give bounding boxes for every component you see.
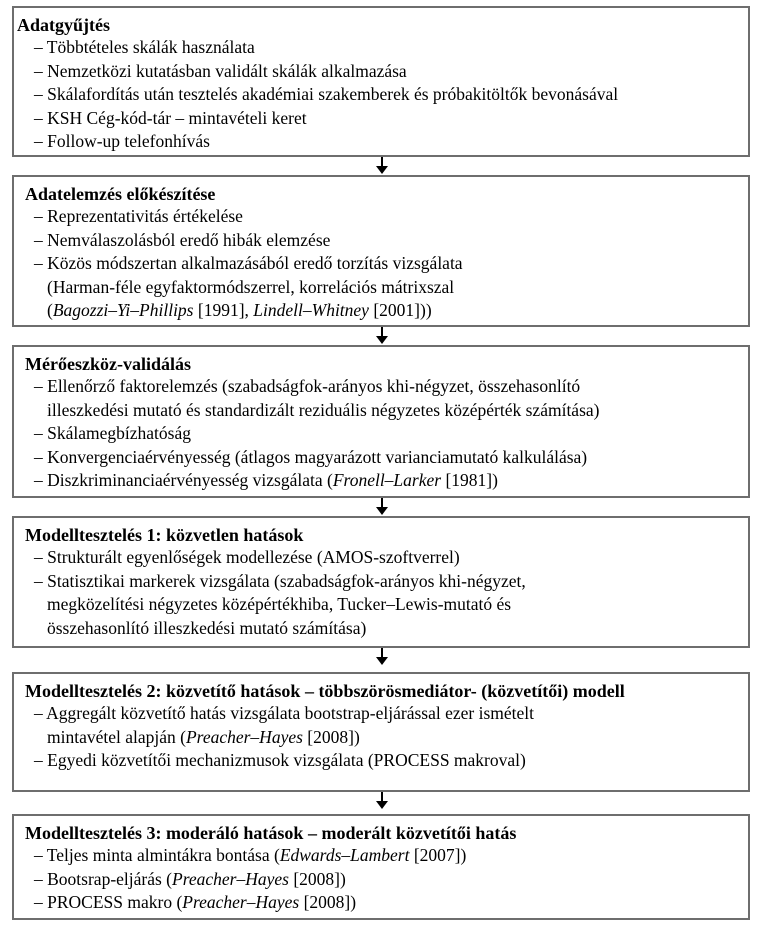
step-title: Adatgyűjtés xyxy=(17,15,110,35)
item-continuation-line: (Harman-féle egyfaktormódszerrel, korrelációs mátrixszal xyxy=(47,276,455,297)
step-items xyxy=(34,546,526,640)
step-box-model-test-2 xyxy=(12,672,750,792)
step-items xyxy=(34,36,618,154)
list-item xyxy=(34,83,618,107)
step-box-analysis-prep xyxy=(12,175,750,327)
down-arrow-icon xyxy=(375,327,389,345)
list-item xyxy=(34,229,463,253)
step-title: Adatelemzés előkészítése xyxy=(25,184,216,204)
step-box-model-test-1 xyxy=(12,516,750,648)
step-box-data-collection xyxy=(12,6,750,157)
step-box-model-test-3 xyxy=(12,814,750,920)
item-line: – Reprezentativitás értékelése xyxy=(34,206,243,226)
list-item xyxy=(34,891,466,915)
step-box-instrument-validation xyxy=(12,345,750,498)
list-item xyxy=(34,570,526,641)
list-item xyxy=(34,749,534,773)
item-line: – Diszkriminanciaérvényesség vizsgálata (Fronell–Larker [1981]) xyxy=(34,470,498,491)
item-continuation-line: (Bagozzi–Yi–Phillips [1991], Lindell–Whitney [2001])) xyxy=(47,300,432,321)
list-item xyxy=(34,844,466,868)
step-items xyxy=(34,375,599,493)
item-line: – Skálafordítás után tesztelés akadémiai szakemberek és próbakitöltők bevonásával xyxy=(34,84,619,105)
item-line: – Ellenőrző faktorelemzés (szabadságfok-arányos khi-négyzet, összehasonlító xyxy=(34,376,581,396)
item-line: – Konvergenciaérvényesség (átlagos magyarázott varianciamutató kalkulálása) xyxy=(34,446,588,467)
step-title: Modelltesztelés 3: moderáló hatások – moderált közvetítői hatás xyxy=(25,823,517,843)
down-arrow-icon xyxy=(375,157,389,175)
list-item xyxy=(34,130,618,154)
list-item xyxy=(34,546,526,570)
down-arrow-icon xyxy=(375,792,389,810)
list-item xyxy=(34,868,466,892)
item-line: – KSH Cég-kód-tár – mintavételi keret xyxy=(34,107,307,128)
list-item xyxy=(34,36,618,60)
item-line: – Nemválaszolásból eredő hibák elemzése xyxy=(34,229,331,250)
step-items xyxy=(34,702,534,773)
item-line: – Többtételes skálák használata xyxy=(34,37,255,57)
item-continuation-line: mintavétel alapján (Preacher–Hayes [2008]) xyxy=(47,726,360,747)
item-line: – Nemzetközi kutatásban validált skálák alkalmazása xyxy=(34,60,407,81)
list-item xyxy=(34,205,463,229)
item-line: – Egyedi közvetítői mechanizmusok vizsgálata (PROCESS makroval) xyxy=(34,750,526,771)
item-line: – Bootsrap-eljárás (Preacher–Hayes [2008]) xyxy=(34,868,346,889)
item-continuation-line: megközelítési négyzetes középértékhiba, Tucker–Lewis-mutató és xyxy=(47,594,512,615)
down-arrow-icon xyxy=(375,498,389,516)
list-item xyxy=(34,60,618,84)
item-line: – Skálamegbízhatóság xyxy=(34,423,191,444)
step-title: Mérőeszköz-validálás xyxy=(25,354,191,374)
down-arrow-icon xyxy=(375,648,389,666)
list-item xyxy=(34,422,599,446)
item-continuation-line: illeszkedési mutató és standardizált reziduális négyzetes középérték számítása) xyxy=(47,399,600,420)
list-item xyxy=(34,469,599,493)
step-items xyxy=(34,205,463,323)
list-item xyxy=(34,702,534,749)
item-line: – Statisztikai markerek vizsgálata (szabadságfok-arányos khi-négyzet, xyxy=(34,570,526,591)
list-item xyxy=(34,107,618,131)
list-item xyxy=(34,375,599,422)
list-item xyxy=(34,446,599,470)
step-title: Modelltesztelés 1: közvetlen hatások xyxy=(25,525,304,545)
step-title: Modelltesztelés 2: közvetítő hatások – többszörösmediátor- (közvetítői) modell xyxy=(25,681,625,701)
item-line: – PROCESS makro (Preacher–Hayes [2008]) xyxy=(34,892,357,913)
item-line: – Közös módszertan alkalmazásából eredő torzítás vizsgálata xyxy=(34,253,463,274)
item-line: – Strukturált egyenlőségek modellezése (AMOS-szoftverrel) xyxy=(34,547,460,567)
item-continuation-line: összehasonlító illeszkedési mutató számítása) xyxy=(47,617,367,638)
item-line: – Follow-up telefonhívás xyxy=(34,131,210,152)
item-line: – Aggregált közvetítő hatás vizsgálata bootstrap-eljárással ezer ismételt xyxy=(34,703,535,723)
item-line: – Teljes minta almintákra bontása (Edwards–Lambert [2007]) xyxy=(34,845,467,865)
step-items xyxy=(34,844,466,915)
list-item xyxy=(34,252,463,323)
